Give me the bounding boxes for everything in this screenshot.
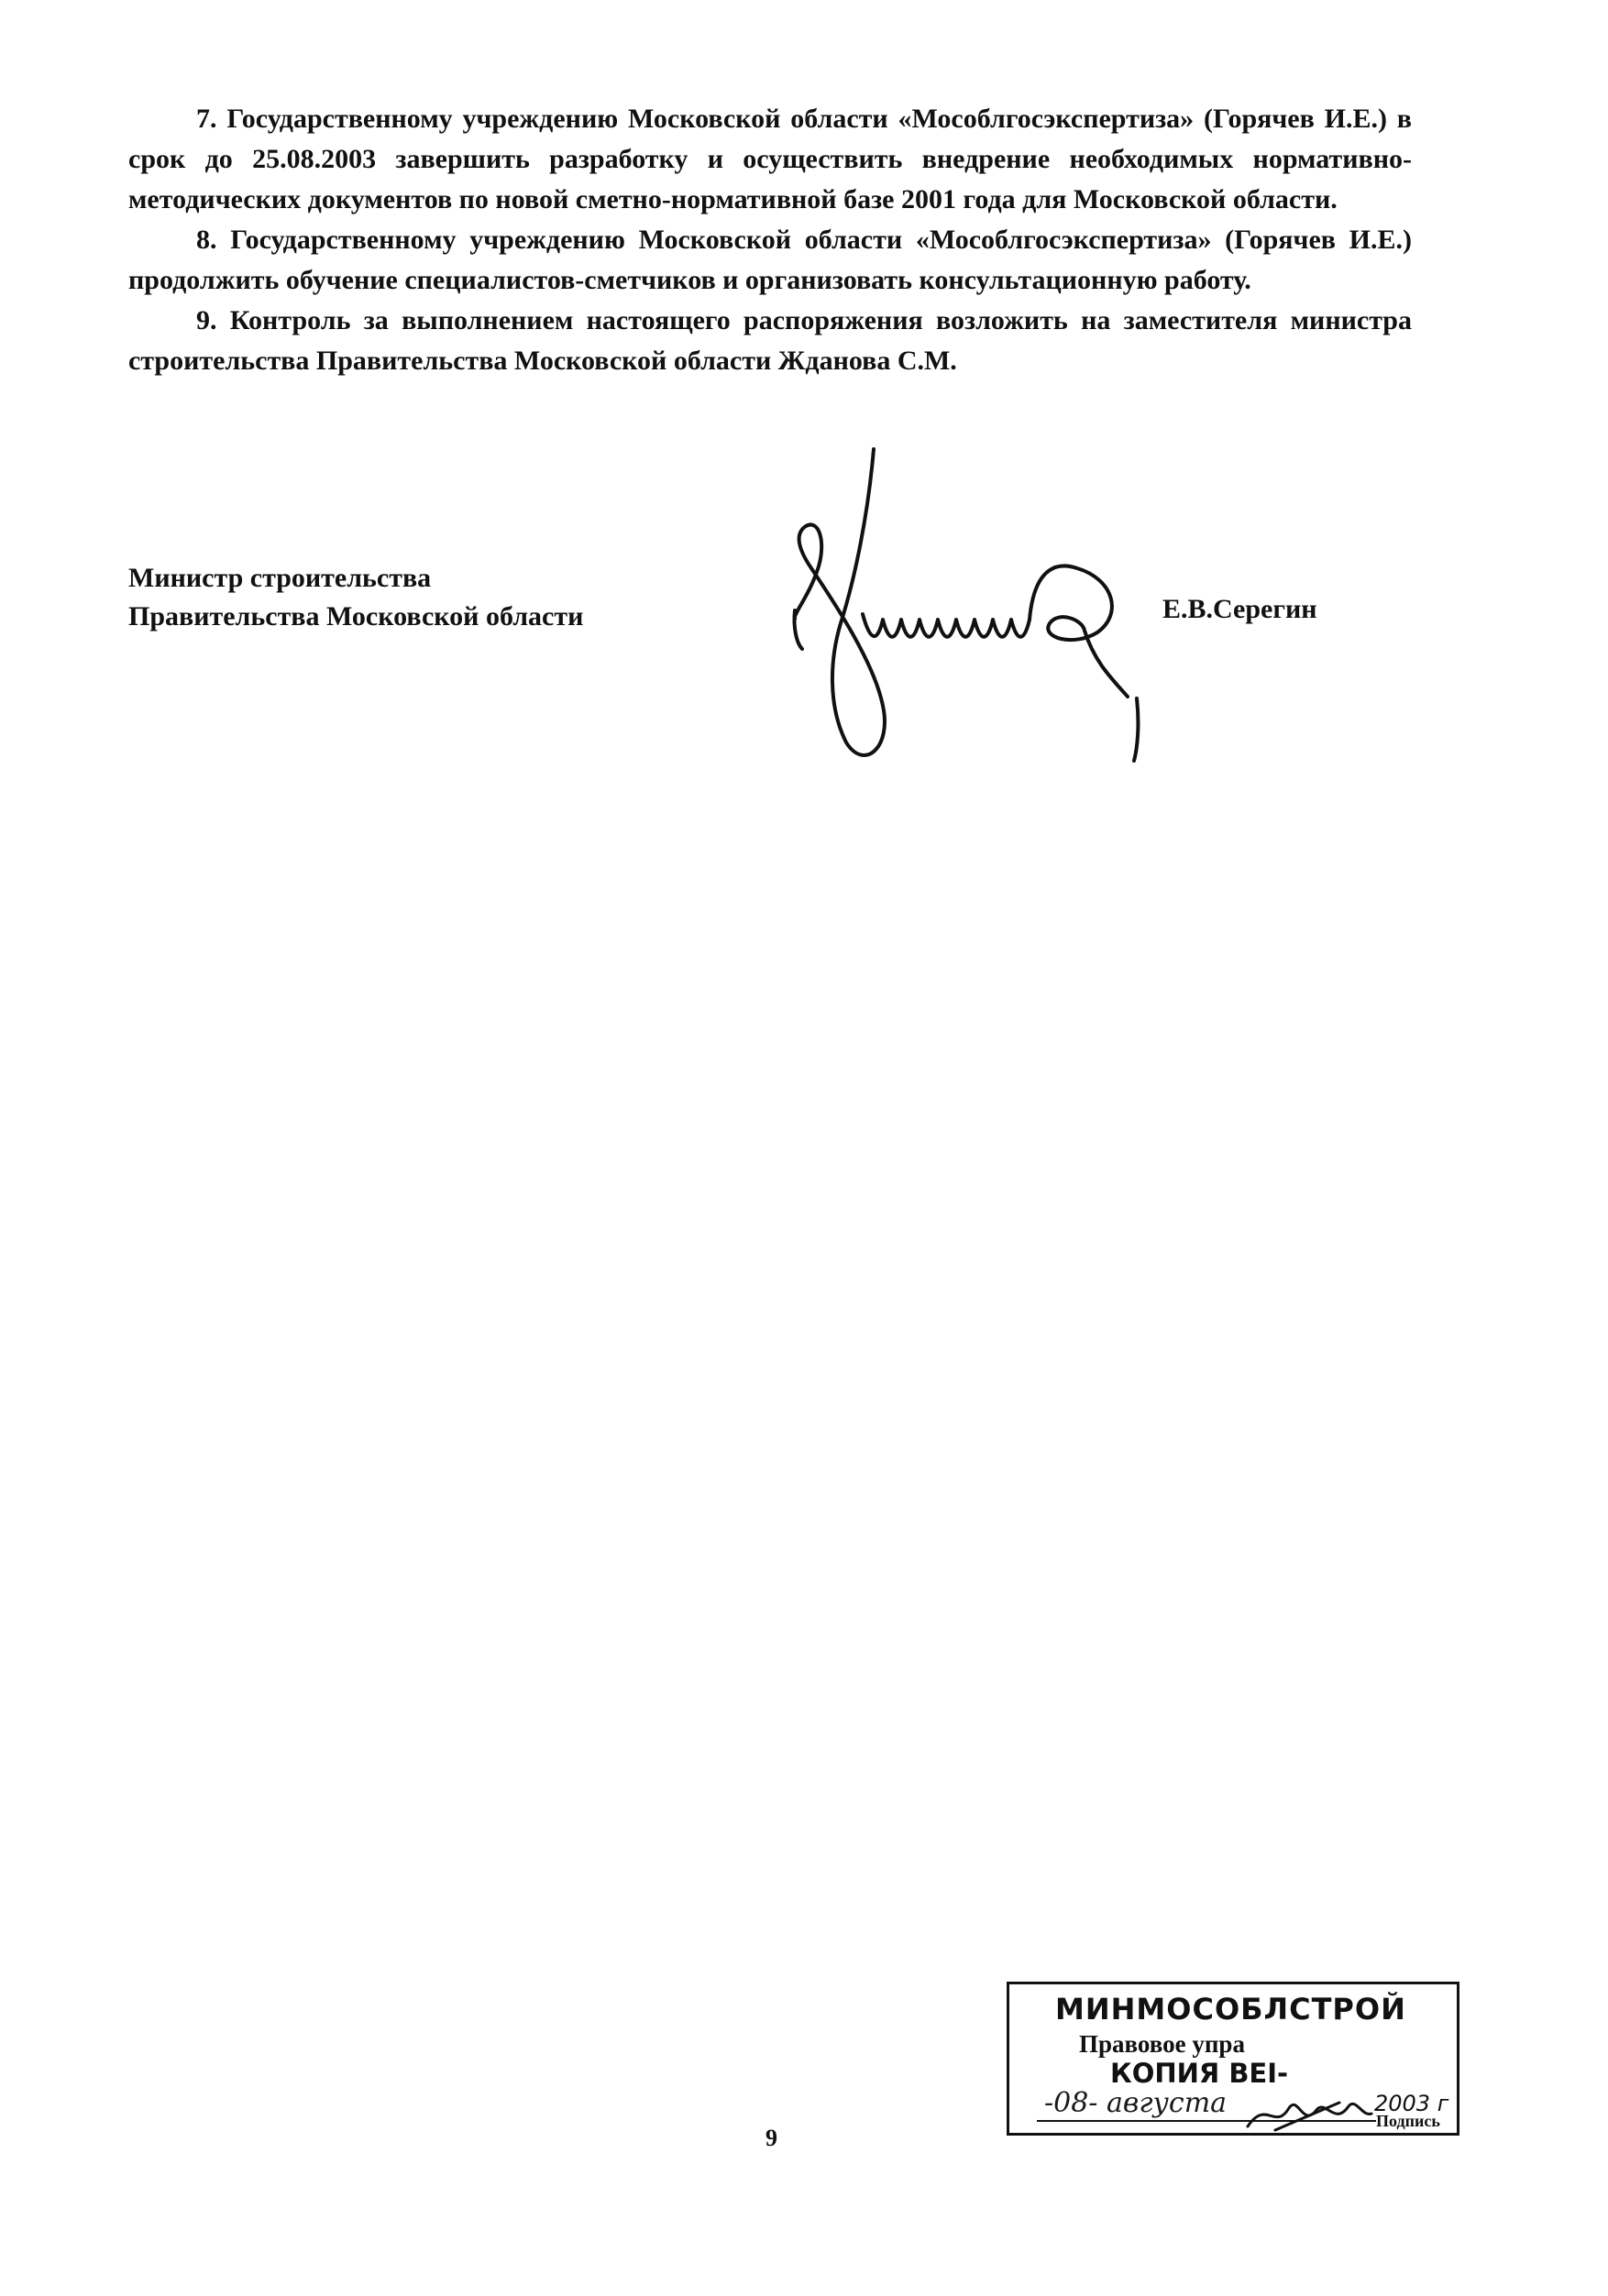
paragraph-8: 8. Государственному учреждению Московской области «Мособлгосэкспертиза» (Горячев И.Е.) продолжить обучение специалистов-сметчиков и организовать консультационную работу. (128, 225, 1412, 295)
page-number: 9 (765, 2125, 777, 2151)
stamp-department: Правовое упра (1079, 2030, 1245, 2058)
signatory-title (128, 559, 583, 636)
paragraph-9: 9. Контроль за выполнением настоящего распоряжения возложить на заместителя министра строительства Правительства Московской области Жданова С.М. (128, 305, 1412, 376)
signatory-title-line2: Правительства Московской области (128, 601, 584, 632)
paragraph-7: 7. Государственному учреждению Московской области «Мособлгосэкспертиза» (Горячев И.Е.) в срок до 25.08.2003 завершить разработку и осуществить внедрение необходимых нормативно-методических документов по новой сметно-нормативной базе 2001 года для Московской области. (128, 104, 1412, 214)
document-body (128, 99, 1412, 381)
copy-certification-stamp (1007, 1982, 1459, 2136)
stamp-ministry: МИНМОСОБЛСТРОЙ (1055, 1992, 1406, 2027)
stamp-year: 2003 г (1374, 2091, 1449, 2116)
stamp-signature-scribble (1239, 2090, 1376, 2136)
stamp-signature-label: Подпись (1376, 2112, 1440, 2130)
handwritten-signature (775, 431, 1178, 770)
signatory-name: Е.В.Серегин (1162, 594, 1317, 624)
signatory-title-line1: Министр строительства (128, 563, 432, 593)
stamp-copy-label: КОПИЯ ВЕІ- (1110, 2058, 1289, 2089)
stamp-date: -08- августа (1044, 2087, 1228, 2119)
